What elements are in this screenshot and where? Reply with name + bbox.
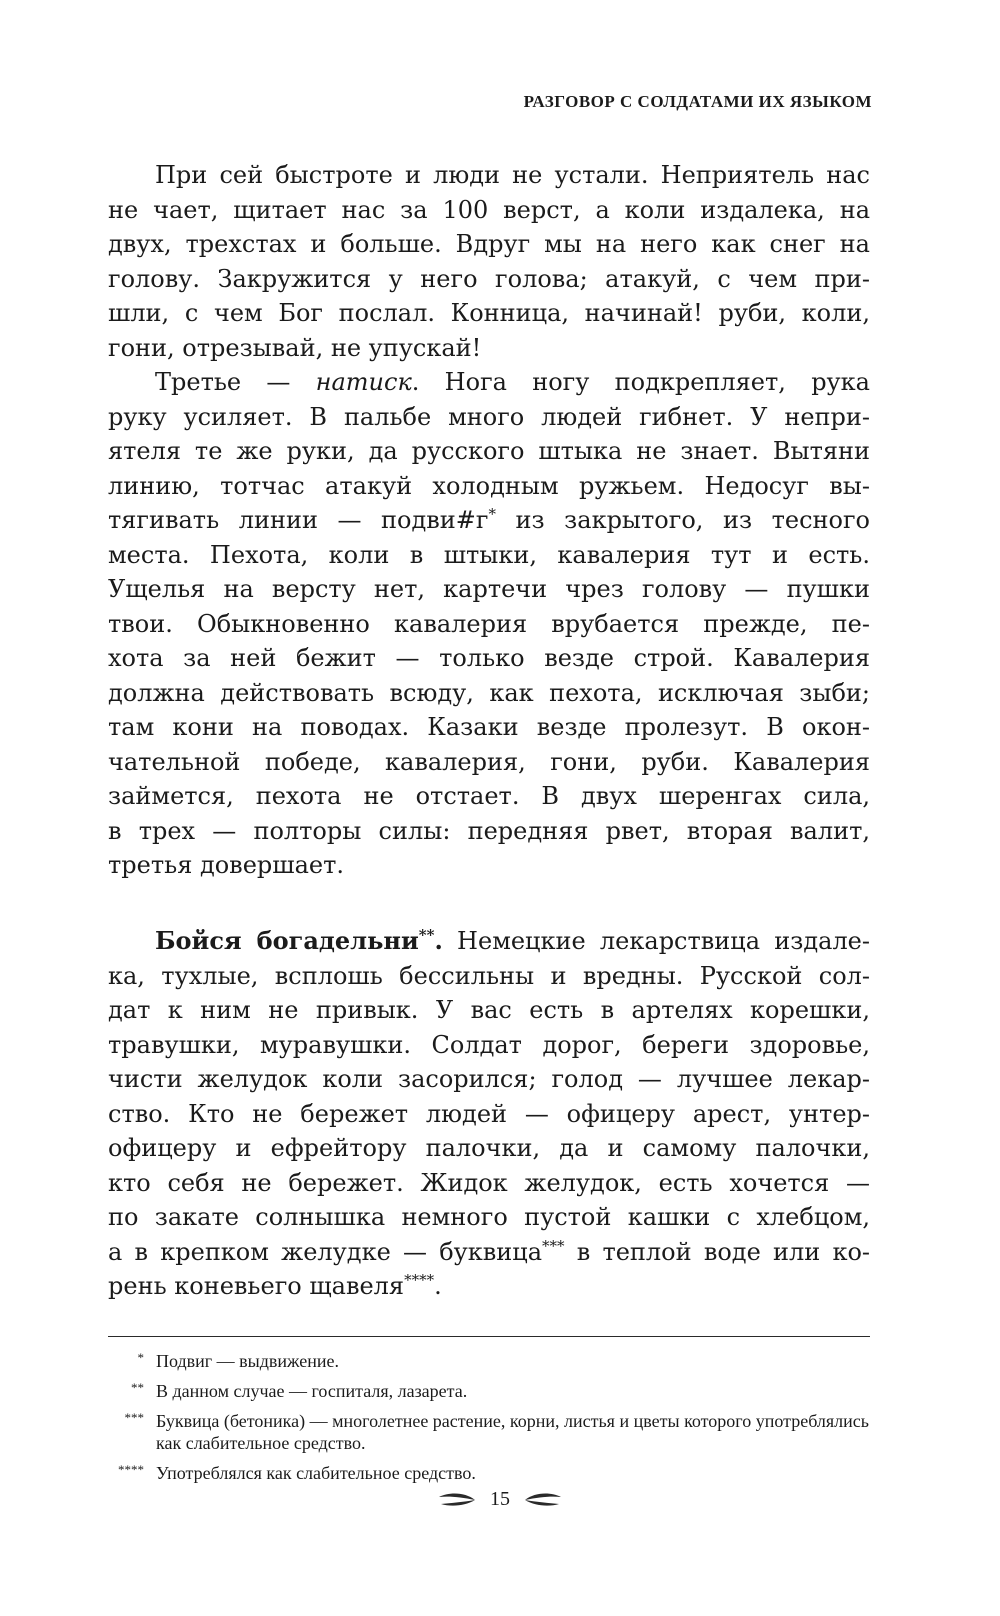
- text-line: двух, трехстах и больше. Вдруг мы на него как снег на: [108, 230, 870, 258]
- text-line: При сей быстроте и люди не устали. Неприятель нас: [155, 161, 870, 189]
- text-line: гони, отрезывай, не упускай!: [108, 333, 482, 362]
- footnote-item: [108, 1410, 870, 1454]
- text-line: травушки, муравушки. Солдат дорог, береги здоровье,: [108, 1030, 870, 1059]
- text-line: ство. Кто не бережет людей — офицеру арест, унтер-: [108, 1099, 870, 1128]
- text-fragment: Третье —: [155, 368, 316, 396]
- text-line: [108, 365, 870, 400]
- section-lead-text: Бойся богадельни: [155, 926, 419, 955]
- section-lead-dot: .: [434, 926, 443, 955]
- text-line: Ущелья на версту нет, картечи чрез голову — пушки: [108, 575, 870, 603]
- text-line: должна действовать всюду, как пехота, исключая зыби;: [108, 678, 870, 707]
- left-leaf-ornament-icon: [437, 1491, 477, 1509]
- section-lead: [155, 926, 443, 955]
- footnote-mark: *: [137, 1350, 144, 1365]
- text-fragment: .: [434, 1272, 442, 1300]
- text-line: чисти желудок коли засорился; голод — лучшее лекар-: [108, 1065, 870, 1093]
- text-line: кто себя не бережет. Жидок желудок, есть хочется —: [108, 1168, 870, 1197]
- italic-term: натиск: [315, 368, 412, 396]
- text-line: дат к ним не привык. У вас есть в артелях корешки,: [108, 996, 870, 1024]
- text-line: места. Пехота, коли в штыки, кавалерия тут и есть.: [108, 540, 870, 569]
- text-fragment: в теплой воде или ко-: [564, 1237, 871, 1266]
- footnote-mark: ****: [118, 1462, 144, 1477]
- text-fragment: тягивать линии — подви#г: [108, 506, 489, 534]
- running-header: РАЗГОВОР С СОЛДАТАМИ ИХ ЯЗЫКОМ: [523, 92, 872, 111]
- footnotes: [108, 1350, 870, 1492]
- footnote-text: Употреблялся как слабительное средство.: [156, 1463, 476, 1483]
- text-fragment: Немецкие лекарствица издале-: [442, 927, 870, 955]
- text-line: голову. Закружится у него голова; атакуй, с чем при-: [108, 264, 870, 293]
- text-line: чательной победе, кавалерия, гони, руби. Кавалерия: [108, 747, 870, 776]
- footnote-text: В данном случае — госпиталя, лазарета.: [156, 1381, 468, 1401]
- page-number: 15: [490, 1488, 510, 1510]
- main-text-block-1: [108, 158, 870, 883]
- text-line: третья довершает.: [108, 851, 344, 879]
- page-number-row: [0, 1488, 1000, 1511]
- footnote-ref[interactable]: **: [418, 926, 435, 944]
- text-line: [108, 503, 870, 538]
- text-line: хота за ней бежит — только везде строй. Кавалерия: [108, 644, 870, 672]
- text-line: [108, 924, 870, 959]
- footnote-item: [108, 1350, 870, 1372]
- text-line: твои. Обыкновенно кавалерия врубается прежде, пе-: [108, 609, 870, 638]
- footnote-item: [108, 1462, 870, 1484]
- footnote-ref[interactable]: *: [488, 505, 496, 523]
- text-fragment: из закрытого, из тесного: [495, 506, 870, 534]
- text-line: [108, 1235, 870, 1270]
- text-line: не чает, щитает нас за 100 верст, а коли издалека, на: [108, 195, 870, 224]
- footnote-text: Подвиг — выдвижение.: [156, 1351, 339, 1371]
- text-line: руку усиляет. В пальбе много людей гибнет. У непри-: [108, 402, 870, 431]
- text-line: займется, пехота не отстает. В двух шеренгах сила,: [108, 782, 870, 810]
- main-text-block-2: [108, 924, 870, 1304]
- text-line: офицеру и ефрейтору палочки, да и самому палочки,: [108, 1134, 870, 1162]
- text-line: ка, тухлые, всплошь бессильны и вредны. Русской сол-: [108, 961, 870, 990]
- text-fragment: а в крепком желудке — буквица: [108, 1237, 543, 1266]
- text-line: [108, 1269, 870, 1304]
- right-leaf-ornament-icon: [523, 1491, 563, 1509]
- footnote-ref[interactable]: ***: [542, 1236, 565, 1255]
- footnote-item: [108, 1380, 870, 1402]
- text-line: линию, тотчас атакуй холодным ружьем. Недосуг вы-: [108, 471, 870, 500]
- text-line: в трех — полторы силы: передняя рвет, вторая валит,: [108, 816, 870, 845]
- text-line: ятеля те же руки, да русского штыка не знает. Вытяни: [108, 437, 870, 465]
- footnote-text: Буквица (бетоника) — многолетнее растение, корни, листья и цветы которого употреблялись как слабительное средство.: [156, 1411, 869, 1453]
- text-line: по закате солнышка немного пустой кашки с хлебцом,: [108, 1203, 870, 1231]
- footnote-mark: ***: [124, 1410, 144, 1425]
- text-fragment: рень коневьего щавеля: [108, 1272, 405, 1300]
- footnote-ref[interactable]: ****: [404, 1271, 435, 1289]
- text-line: там кони на поводах. Казаки везде пролезут. В окон-: [108, 713, 870, 741]
- footnote-divider: [108, 1336, 870, 1337]
- text-line: шли, с чем Бог послал. Конница, начинай! руби, коли,: [108, 299, 870, 327]
- text-fragment: . Нога ногу подкрепляет, рука: [411, 368, 870, 396]
- footnote-mark: **: [131, 1380, 144, 1395]
